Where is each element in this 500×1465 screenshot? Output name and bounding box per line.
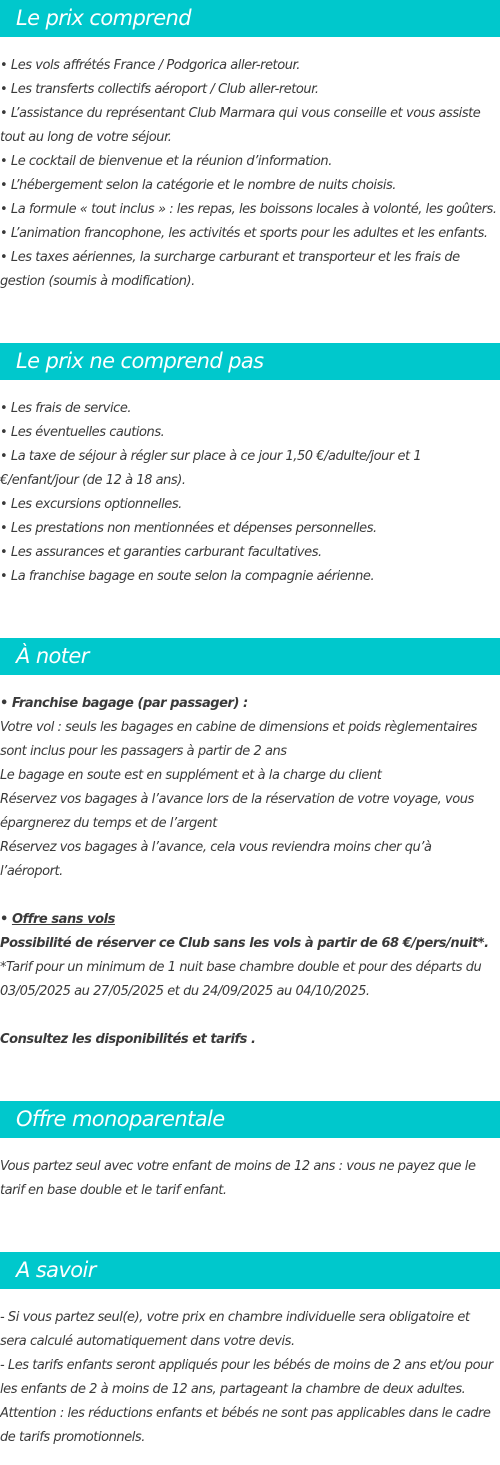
list-item: • Les assurances et garanties carburant facultatives. [0,545,322,560]
baggage-text: Réservez vos bagages à l’avance lors de la réservation de votre voyage, vous [0,792,474,807]
section-header [0,0,500,37]
baggage-text: l’aéroport. [0,864,63,879]
baggage-text: Réservez vos bagages à l’avance, cela vous reviendra moins cher qu’à [0,840,432,855]
list-item-continued: gestion (soumis à modification). [0,274,195,289]
single-parent-text [0,1155,500,1203]
offer-bold-text: Possibilité de réserver ce Club sans les vols à partir de 68 €/pers/nuit*. [0,936,489,951]
paragraph-line: Vous partez seul avec votre enfant de moins de 12 ans : vous ne payez que le [0,1159,476,1174]
list-item: • Les vols affrétés France / Podgorica aller-retour. [0,58,300,73]
list-item: • Les transferts collectifs aéroport / Club aller-retour. [0,82,319,97]
section-header [0,1252,500,1289]
list-item-continued: €/enfant/jour (de 12 à 18 ans). [0,473,186,488]
paragraph-line: - Les tarifs enfants seront appliqués pour les bébés de moins de 2 ans et/ou pour [0,1358,493,1373]
list-item: • La formule « tout inclus » : les repas, les boissons locales à volonté, les goûters. [0,202,497,217]
list-item: • L’assistance du représentant Club Marmara qui vous conseille et vous assiste [0,106,481,121]
list-item: • Les excursions optionnelles. [0,497,182,512]
list-item: • Les frais de service. [0,401,132,416]
note-content [0,692,500,1052]
section-title: À noter [16,644,89,668]
section-to-know [0,1252,500,1450]
paragraph-line: de tarifs promotionnels. [0,1430,145,1445]
section-title: A savoir [16,1258,96,1282]
excluded-list [0,397,500,589]
baggage-text: Le bagage en soute est en supplément et à la charge du client [0,768,382,783]
section-note [0,638,500,1052]
paragraph-line: tarif en base double et le tarif enfant. [0,1183,227,1198]
paragraph-line: Attention : les réductions enfants et bébés ne sont pas applicables dans le cadre [0,1406,491,1421]
list-item: • Les taxes aériennes, la surcharge carburant et transporteur et les frais de [0,250,460,265]
to-know-text [0,1306,500,1450]
offer-heading [0,908,500,932]
consult-link[interactable]: Consultez les disponibilités et tarifs . [0,1032,256,1047]
section-header [0,638,500,675]
offer-text: *Tarif pour un minimum de 1 nuit base chambre double et pour des départs du [0,960,482,975]
list-item: • Les prestations non mentionnées et dépenses personnelles. [0,521,377,536]
list-item: • L’hébergement selon la catégorie et le nombre de nuits choisis. [0,178,396,193]
offer-link[interactable]: Offre sans vols [11,912,115,927]
spacer [0,1004,500,1028]
offer-bullet: • [0,912,12,927]
paragraph-line: - Si vous partez seul(e), votre prix en chambre individuelle sera obligatoire et [0,1310,470,1325]
list-item: • La taxe de séjour à régler sur place à ce jour 1,50 €/adulte/jour et 1 [0,449,422,464]
baggage-text: épargnerez du temps et de l’argent [0,816,217,831]
baggage-text: sont inclus pour les passagers à partir de 2 ans [0,744,287,759]
baggage-heading: • Franchise bagage (par passager) : [0,696,248,711]
section-single-parent [0,1101,500,1203]
list-item: • Le cocktail de bienvenue et la réunion d’information. [0,154,332,169]
section-title: Le prix ne comprend pas [16,349,264,373]
offer-text: 03/05/2025 au 27/05/2025 et du 24/09/2025 au 04/10/2025. [0,984,370,999]
section-title: Le prix comprend [16,6,191,30]
included-list [0,54,500,294]
section-excluded [0,343,500,589]
list-item: • Les éventuelles cautions. [0,425,165,440]
baggage-text: Votre vol : seuls les bagages en cabine de dimensions et poids règlementaires [0,720,477,735]
section-header [0,343,500,380]
list-item: • La franchise bagage en soute selon la compagnie aérienne. [0,569,375,584]
list-item-continued: tout au long de votre séjour. [0,130,172,145]
section-included [0,0,500,294]
section-title: Offre monoparentale [16,1107,225,1131]
paragraph-line: les enfants de 2 à moins de 12 ans, partageant la chambre de deux adultes. [0,1382,466,1397]
section-header [0,1101,500,1138]
spacer [0,884,500,908]
paragraph-line: sera calculé automatiquement dans votre devis. [0,1334,295,1349]
list-item: • L’animation francophone, les activités et sports pour les adultes et les enfants. [0,226,488,241]
